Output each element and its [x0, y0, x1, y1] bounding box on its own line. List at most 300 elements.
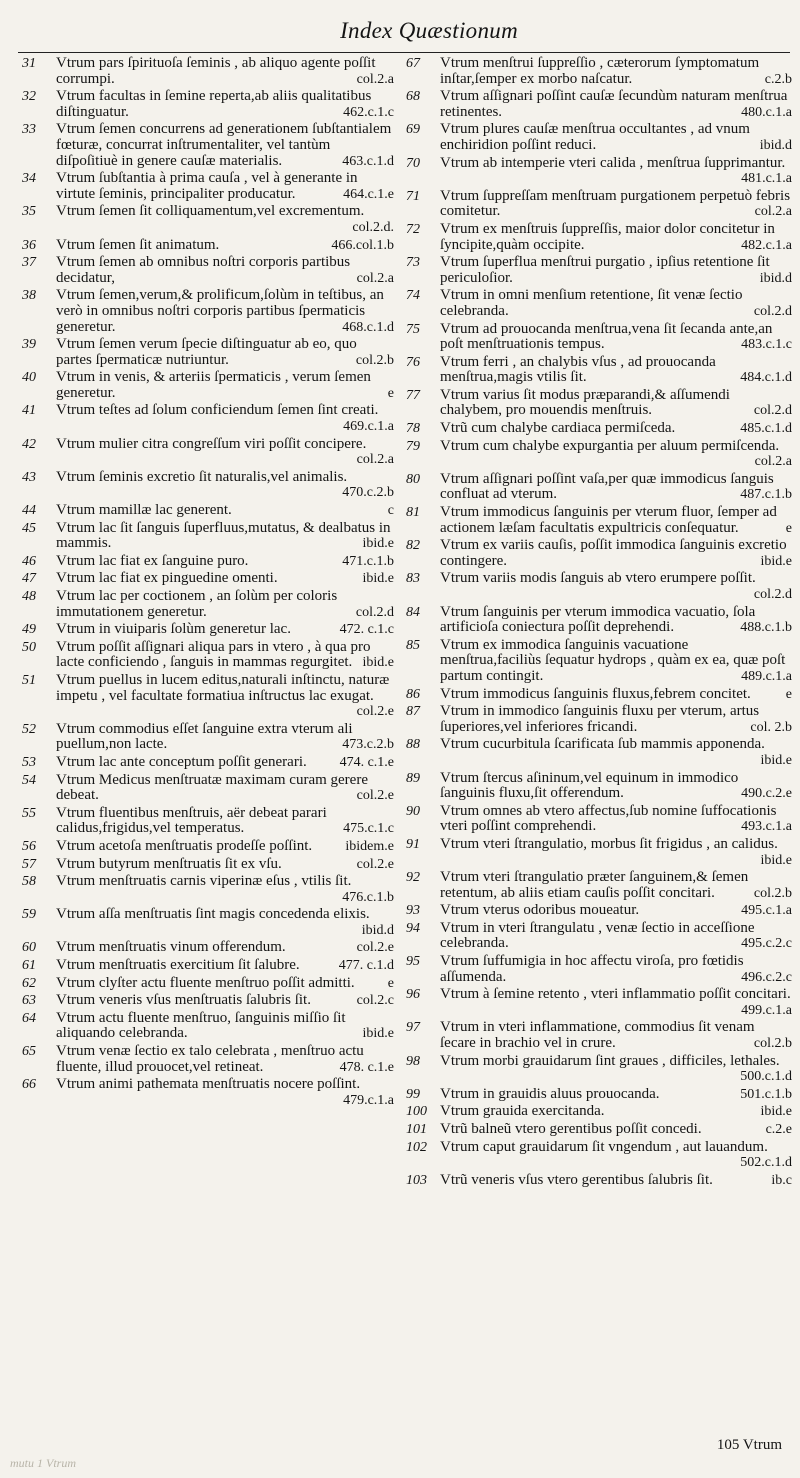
entry-reference: col.2.e	[356, 788, 394, 804]
entry-number: 95	[406, 954, 420, 970]
entry-reference: 501.c.1.b	[740, 1086, 792, 1102]
entry-number: 98	[406, 1053, 420, 1069]
entry-question	[56, 773, 394, 804]
index-entry	[406, 837, 792, 868]
entry-text: Vtrum pars ſpirituoſa ſeminis , ab aliquo agente poſſit corrumpi.	[56, 55, 376, 87]
entry-reference: 474. c.1.e	[339, 754, 394, 770]
entry-question	[440, 1140, 792, 1171]
entry-number: 45	[22, 520, 36, 536]
entry-reference: ib.c	[771, 1172, 792, 1188]
entry-number: 94	[406, 920, 420, 936]
index-entry	[406, 189, 792, 220]
entry-reference: col.2.b	[753, 1036, 792, 1052]
entry-reference: col.2.c	[356, 993, 394, 1009]
index-entry	[406, 222, 792, 253]
entry-question	[440, 870, 792, 901]
entry-number: 99	[406, 1086, 420, 1102]
entry-number: 80	[406, 471, 420, 487]
entry-number: 53	[22, 754, 36, 770]
entry-reference: 481.c.1.a	[741, 171, 792, 187]
index-entry	[406, 56, 792, 87]
index-entry	[22, 640, 394, 671]
entry-text: Vtrum in omni menſium retentione, ſit venæ ſectio celebranda.	[440, 287, 743, 319]
entry-text: Vtrum actu fluente menſtruo, ſanguinis miſſio ſit aliquando celebranda.	[56, 1009, 346, 1042]
entry-text: Vtrum clyſter actu fluente menſtruo poſſit admitti.	[56, 974, 355, 991]
entry-question	[56, 976, 394, 992]
entry-text: Vtrum fluentibus menſtruis, aër debeat parari calidus,frigidus,vel temperatus.	[56, 804, 327, 837]
entry-reference: ibid.d	[759, 270, 792, 286]
entry-number: 63	[22, 993, 36, 1009]
index-entry	[22, 1044, 394, 1075]
index-entry	[22, 976, 394, 992]
index-entry	[22, 940, 394, 956]
entry-number: 76	[406, 354, 420, 370]
entry-question	[56, 673, 394, 720]
entry-number: 72	[406, 221, 420, 237]
index-entry	[22, 673, 394, 720]
entry-text: Vtrum teſtes ad ſolum conficiendum ſemen ſint creati.	[56, 402, 379, 419]
entry-number: 46	[22, 553, 36, 569]
right-column	[406, 56, 792, 1190]
index-entry	[406, 804, 792, 835]
index-entry	[406, 954, 792, 985]
index-entry	[22, 857, 394, 873]
entry-question	[440, 1054, 792, 1085]
entry-reference: 473.c.2.b	[342, 737, 394, 753]
entry-reference: ibid.e	[760, 553, 792, 569]
index-entry	[22, 874, 394, 905]
entry-text: Vtrum immodicus ſanguinis per vterum fluor, ſemper ad actionem læſam facultatis expultricis conſequatur.	[440, 504, 777, 536]
index-entry	[22, 839, 394, 855]
entry-number: 52	[22, 721, 36, 737]
entry-text: Vtrum ſemen ab omnibus noſtri corporis partibus decidatur,	[56, 254, 351, 286]
index-entry	[406, 156, 792, 187]
entry-number: 86	[406, 686, 420, 702]
entry-reference: 484.c.1.d	[740, 370, 792, 386]
entry-reference: e	[387, 975, 394, 991]
entry-question	[440, 288, 792, 319]
entry-question	[440, 571, 792, 602]
entry-text: Vtrum in vteri inflammatione, commodius ſit venam ſecare in brachio vel in crure.	[440, 1019, 755, 1052]
entry-number: 90	[406, 803, 420, 819]
entry-text: Vtrũ balneũ vtero gerentibus poſſit concedi.	[440, 1121, 702, 1137]
entry-question	[56, 874, 394, 905]
entry-number: 88	[406, 737, 420, 753]
entry-number: 101	[406, 1122, 427, 1137]
entry-number: 97	[406, 1020, 420, 1036]
entry-number: 85	[406, 637, 420, 653]
entry-number: 48	[22, 589, 36, 604]
entry-question	[56, 370, 394, 401]
index-entry	[406, 921, 792, 952]
entry-question	[56, 907, 394, 938]
entry-reference: 489.c.1.a	[741, 668, 792, 684]
index-entry	[406, 903, 792, 919]
entry-text: Vtrum facultas in ſemine reperta,ab aliis qualitatibus diſtinguatur.	[56, 88, 372, 120]
entry-text: Vtrum Medicus menſtruatæ maximam curam gerere debeat.	[56, 771, 368, 804]
entry-number: 60	[22, 940, 36, 956]
entry-question	[440, 921, 792, 952]
entry-text: Vtrum commodius eſſet ſanguine extra vterum ali puellum,non lacte.	[56, 720, 353, 753]
entry-text: Vtrum ſemen ſit colliquamentum,vel excrementum.	[56, 203, 365, 220]
entry-reference: 477. c.1.d	[338, 958, 394, 974]
index-entry	[406, 704, 792, 735]
entry-question	[440, 804, 792, 835]
entry-text: Vtrum ex immodica ſanguinis vacuatione menſtrua,faciliùs ſequatur hydrops , quàm ex ea, quæ poſt partum contingit.	[440, 636, 786, 684]
entry-number: 102	[406, 1139, 427, 1155]
entry-text: Vtrum ſuppreſſam menſtruam purgationem perpetuò febris comitetur.	[440, 187, 791, 220]
entry-question	[56, 171, 394, 202]
entry-reference: e	[785, 686, 792, 702]
entry-reference: col.2.e	[356, 940, 394, 956]
entry-text: Vtrum butyrum menſtruatis ſit ex vſu.	[56, 855, 282, 872]
entry-question	[440, 89, 792, 120]
entry-question	[56, 521, 394, 552]
entry-question	[440, 322, 792, 353]
entry-number: 92	[406, 870, 420, 886]
entry-question	[440, 255, 792, 286]
entry-number: 83	[406, 571, 420, 587]
index-entry	[22, 806, 394, 837]
entry-question	[440, 355, 792, 386]
index-entry	[22, 773, 394, 804]
entry-reference: ibid.e	[760, 852, 792, 868]
entry-number: 70	[406, 155, 420, 171]
index-entry	[406, 322, 792, 353]
entry-number: 47	[22, 571, 36, 587]
index-entry	[406, 288, 792, 319]
entry-number: 38	[22, 288, 36, 304]
entry-reference: ibid.e	[362, 536, 394, 552]
index-entry	[22, 171, 394, 202]
entry-text: Vtrum menſtrui ſuppreſſio , cæterorum ſymptomatum inſtar,ſemper ex morbo naſcatur.	[440, 55, 760, 87]
entry-reference: 487.c.1.b	[740, 487, 792, 503]
entry-text: Vtrum ſtercus aſininum,vel equinum in immodico ſanguinis fluxu,ſit offerendum.	[440, 769, 739, 802]
entry-question	[440, 687, 792, 703]
entry-question	[440, 987, 792, 1018]
index-entry	[406, 870, 792, 901]
entry-number: 93	[406, 903, 420, 919]
entry-reference: ibid.e	[760, 1104, 792, 1120]
entry-text: Vtrũ veneris vſus vtero gerentibus ſalubris ſit.	[440, 1171, 713, 1188]
entry-question	[440, 903, 792, 919]
entry-number: 66	[22, 1077, 36, 1093]
entry-question	[56, 89, 394, 120]
entry-reference: 470.c.2.b	[342, 485, 394, 501]
index-entry	[406, 571, 792, 602]
entry-reference: 466.col.1.b	[331, 237, 394, 253]
entry-number: 100	[406, 1104, 427, 1120]
entry-text: Vtrum caput grauidarum ſit vngendum , aut lauandum.	[440, 1138, 768, 1155]
entry-reference: col.2.d.	[352, 219, 394, 235]
entry-question	[56, 806, 394, 837]
entry-number: 103	[406, 1172, 427, 1188]
entry-reference: 488.c.1.b	[740, 620, 792, 636]
entry-reference: e	[387, 385, 394, 401]
index-entry	[406, 605, 792, 636]
entry-number: 36	[22, 237, 36, 253]
index-entry	[22, 993, 394, 1009]
entry-number: 64	[22, 1010, 36, 1026]
entry-text: Vtrum ſemen ſit animatum.	[56, 236, 220, 253]
entry-number: 74	[406, 288, 420, 304]
entry-text: Vtrum immodicus ſanguinis fluxus,febrem concitet.	[440, 685, 751, 702]
entry-reference: col.2.b	[753, 885, 792, 901]
entry-question	[440, 505, 792, 536]
entry-reference: 471.c.1.b	[342, 553, 394, 569]
entry-text: Vtrum venæ ſectio ex talo celebrata , menſtruo actu fluente, illud prouocet,vel retineat.	[56, 1043, 364, 1075]
entry-reference: c.2.b	[764, 71, 792, 87]
entry-text: Vtrum ex variis cauſis, poſſit immodica ſanguinis excretio contingere.	[440, 537, 787, 569]
entry-question	[440, 771, 792, 802]
entry-reference: ibid.e	[362, 571, 394, 587]
entry-reference: 499.c.1.a	[741, 1002, 792, 1018]
entry-question	[56, 958, 394, 974]
entry-number: 82	[406, 538, 420, 554]
entry-question	[440, 1104, 792, 1120]
entry-reference: 475.c.1.c	[343, 821, 394, 837]
entry-reference: 485.c.1.d	[740, 421, 792, 437]
entry-text: Vtrum in grauidis aluus prouocanda.	[440, 1085, 660, 1102]
index-entry	[406, 1104, 792, 1120]
entry-number: 44	[22, 503, 36, 519]
entry-text: Vtrum ab intemperie vteri calida , menſtrua ſupprimantur.	[440, 154, 786, 171]
entry-reference: 493.c.1.a	[741, 819, 792, 835]
entry-question	[440, 189, 792, 220]
index-entry	[406, 122, 792, 153]
entry-number: 68	[406, 89, 420, 105]
entry-text: Vtrum plures cauſæ menſtrua occultantes , ad vnum enchiridion poſſint reduci.	[440, 121, 750, 153]
entry-text: Vtrum in venis, & arteriis ſpermaticis , verum ſemen generetur.	[56, 369, 371, 401]
entry-number: 34	[22, 171, 36, 187]
index-entry	[22, 907, 394, 938]
entry-question	[440, 1173, 792, 1189]
entry-question	[440, 1020, 792, 1051]
index-entry	[22, 370, 394, 401]
entry-text: Vtrum poſſit aſſignari aliqua pars in vtero , à qua pro lacte conficiendo , ſanguis in mammas regurgitet.	[56, 638, 371, 671]
entry-text: Vtrum mulier citra congreſſum viri poſſit concipere.	[56, 435, 367, 452]
entry-question	[56, 437, 394, 468]
entry-reference: 483.c.1.c	[741, 337, 792, 353]
entry-text: Vtrum ſuffumigia in hoc affectu viroſa, pro fœtidis aſſumenda.	[440, 953, 744, 985]
entry-number: 39	[22, 337, 36, 353]
entry-question	[440, 56, 792, 87]
entry-question	[440, 156, 792, 187]
index-entry	[406, 1173, 792, 1189]
entry-text: Vtrum ad prouocanda menſtrua,vena ſit ſecanda ante,an poſt menſtruationis tempus.	[440, 320, 773, 353]
entry-question	[440, 472, 792, 503]
entry-reference: col.2.d	[753, 303, 792, 319]
entry-number: 40	[22, 370, 36, 386]
entry-text: Vtrum in viuiparis ſolùm generetur lac.	[56, 621, 291, 638]
index-entry	[22, 89, 394, 120]
entry-question	[56, 255, 394, 286]
entry-number: 32	[22, 89, 36, 105]
entry-question	[56, 403, 394, 434]
entry-number: 78	[406, 421, 420, 437]
entry-text: Vtrum in immodico ſanguinis fluxu per vterum, artus ſuperiores,vel inferiores fricandi.	[440, 703, 760, 735]
entry-number: 59	[22, 907, 36, 923]
entry-question	[56, 238, 394, 254]
index-entry	[22, 571, 394, 587]
entry-text: Vtrum vteri ſtrangulatio, morbus ſit frigidus , an calidus.	[440, 835, 778, 852]
entry-number: 31	[22, 56, 36, 71]
entry-text: Vtrum ſanguinis per vterum immodica vacuatio, ſola artificioſa coniectura poſſit deprehendi.	[440, 603, 756, 636]
index-entry	[22, 622, 394, 638]
entry-number: 62	[22, 975, 36, 991]
entry-number: 89	[406, 770, 420, 786]
entry-question	[56, 122, 394, 169]
entry-text: Vtrum lac fiat ex pinguedine omenti.	[56, 570, 278, 587]
index-entry	[22, 521, 394, 552]
entry-reference: col.2.a	[356, 71, 394, 87]
entry-text: Vtrum lac ſit ſanguis ſuperfluus,mutatus, & dealbatus in mammis.	[56, 519, 391, 552]
entry-number: 77	[406, 387, 420, 403]
entry-text: Vtrum mamillæ lac generent.	[56, 502, 232, 519]
entry-number: 96	[406, 987, 420, 1003]
entry-question	[56, 1044, 394, 1075]
entry-number: 69	[406, 122, 420, 138]
entry-reference: 472. c.1.c	[339, 622, 394, 638]
entry-reference: c.2.e	[765, 1122, 792, 1137]
index-entry	[406, 89, 792, 120]
entry-question	[440, 954, 792, 985]
entry-number: 57	[22, 856, 36, 872]
entry-question	[56, 503, 394, 519]
entry-text: Vtrum acetoſa menſtruatis prodeſſe poſſint.	[56, 837, 313, 854]
entry-text: Vtrum veneris vſus menſtruatis ſalubris ſit.	[56, 992, 311, 1009]
index-entry	[22, 554, 394, 570]
entry-reference: col.2.d	[355, 604, 394, 620]
entry-text: Vtrum ſemen,verum,& prolificum,ſolùm in teſtibus, an verò in omnibus noſtri corporis partibus ſpermaticis generetur.	[56, 287, 384, 335]
entry-reference: 495.c.2.c	[741, 936, 792, 952]
index-entry	[406, 355, 792, 386]
entry-text: Vtrum lac fiat ex ſanguine puro.	[56, 552, 249, 569]
entry-text: Vtrum puellus in lucem editus,naturali inſtinctu, naturæ impetu , vel facultate formatiua inſtructus lac exugat.	[56, 671, 390, 704]
entry-number: 75	[406, 321, 420, 337]
entry-reference: 480.c.1.a	[741, 104, 792, 120]
entry-reference: 479.c.1.a	[343, 1092, 394, 1108]
entry-question	[440, 704, 792, 735]
entry-question	[56, 589, 394, 620]
entry-text: Vtrum vteri ſtrangulatio præter ſanguinem,& ſemen retentum, ab aliis etiam cauſis poſſit concitari.	[440, 869, 749, 901]
index-entry	[406, 1140, 792, 1171]
entry-question	[440, 737, 792, 768]
entry-text: Vtrum animi pathemata menſtruatis nocere poſſint.	[56, 1076, 361, 1093]
entry-text: Vtrum varius ſit modus præparandi,& aſſumendi chalybem, pro mouendis menſtruis.	[440, 386, 730, 419]
entry-number: 49	[22, 622, 36, 638]
entry-question	[440, 122, 792, 153]
entry-question	[56, 1077, 394, 1108]
entry-number: 91	[406, 836, 420, 852]
entry-number: 61	[22, 958, 36, 974]
entry-number: 42	[22, 436, 36, 452]
entry-number: 50	[22, 639, 36, 655]
entry-number: 43	[22, 469, 36, 485]
index-entry	[406, 538, 792, 569]
entry-number: 33	[22, 122, 36, 138]
index-entry	[406, 638, 792, 685]
entry-reference: 463.c.1.d	[342, 153, 394, 169]
entry-question	[440, 421, 792, 437]
entry-question	[56, 857, 394, 873]
entry-reference: 464.c.1.e	[343, 186, 394, 202]
entry-text: Vtrũ cum chalybe cardiaca permiſceda.	[440, 420, 676, 437]
entry-question	[56, 839, 394, 855]
index-entry	[406, 439, 792, 470]
entry-reference: col.2.d	[753, 587, 792, 602]
entry-reference: c	[387, 503, 394, 519]
entry-reference: col.2.d	[753, 403, 792, 419]
entry-reference: 496.c.2.c	[741, 969, 792, 985]
entry-text: Vtrum lac ante conceptum poſſit generari.	[56, 753, 307, 770]
index-entry	[406, 1020, 792, 1051]
page-header: Index Quæstionum	[340, 18, 518, 43]
index-entry	[22, 204, 394, 235]
entry-question	[440, 1087, 792, 1103]
index-entry	[22, 503, 394, 519]
entry-question	[56, 56, 394, 87]
index-entry	[22, 403, 394, 434]
entry-number: 84	[406, 604, 420, 620]
entry-number: 54	[22, 772, 36, 788]
entry-text: Vtrum aſſa menſtruatis ſint magis concedenda elixis.	[56, 906, 370, 923]
entry-text: Vtrum variis modis ſanguis ab vtero erumpere poſſit.	[440, 570, 756, 587]
entry-text: Vtrum lac per coctionem , an ſolùm per coloris immutationem generetur.	[56, 588, 338, 620]
index-entry	[406, 421, 792, 437]
entry-number: 81	[406, 505, 420, 521]
entry-question	[440, 605, 792, 636]
entry-reference: col. 2.b	[750, 719, 792, 735]
entry-text: Vtrum in vteri ſtrangulatu , venæ ſectio in acceſſione celebranda.	[440, 919, 755, 952]
entry-text: Vtrum cum chalybe expurgantia per aluum permiſcenda.	[440, 437, 780, 454]
index-entry	[406, 737, 792, 768]
entry-reference: ibid.e	[760, 752, 792, 768]
index-entry	[22, 958, 394, 974]
entry-reference: ibid.e	[362, 655, 394, 671]
index-entry	[406, 1087, 792, 1103]
entry-text: Vtrum vterus odoribus moueatur.	[440, 902, 640, 919]
index-entry	[22, 470, 394, 501]
index-entry	[406, 255, 792, 286]
entry-question	[56, 470, 394, 501]
index-entry	[406, 687, 792, 703]
entry-question	[56, 288, 394, 335]
entry-reference: col.2.e	[356, 856, 394, 872]
entry-text: Vtrum aſſignari poſſint cauſæ ſecundùm naturam menſtrua retinentes.	[440, 88, 788, 120]
entry-text: Vtrum menſtruatis exercitium ſit ſalubre.	[56, 957, 300, 974]
entry-text: Vtrum grauida exercitanda.	[440, 1103, 605, 1120]
entry-reference: 478. c.1.e	[339, 1059, 394, 1075]
entry-question	[440, 638, 792, 685]
entry-number: 37	[22, 255, 36, 271]
entry-text: Vtrum ſeminis excretio ſit naturalis,vel animalis.	[56, 468, 348, 485]
entry-number: 71	[406, 188, 420, 204]
index-entry	[406, 771, 792, 802]
index-entry	[406, 1054, 792, 1085]
entry-reference: 500.c.1.d	[740, 1069, 792, 1085]
entry-number: 35	[22, 204, 36, 220]
index-entry	[22, 437, 394, 468]
entry-reference: ibid.d	[361, 922, 394, 938]
entry-question	[56, 993, 394, 1009]
entry-question	[56, 940, 394, 956]
entry-number: 73	[406, 255, 420, 271]
entry-question	[440, 837, 792, 868]
entry-reference: ibid.e	[362, 1026, 394, 1042]
entry-text: Vtrum cucurbitula ſcarificata ſub mammis apponenda.	[440, 736, 765, 753]
entry-reference: col.2.a	[356, 270, 394, 286]
